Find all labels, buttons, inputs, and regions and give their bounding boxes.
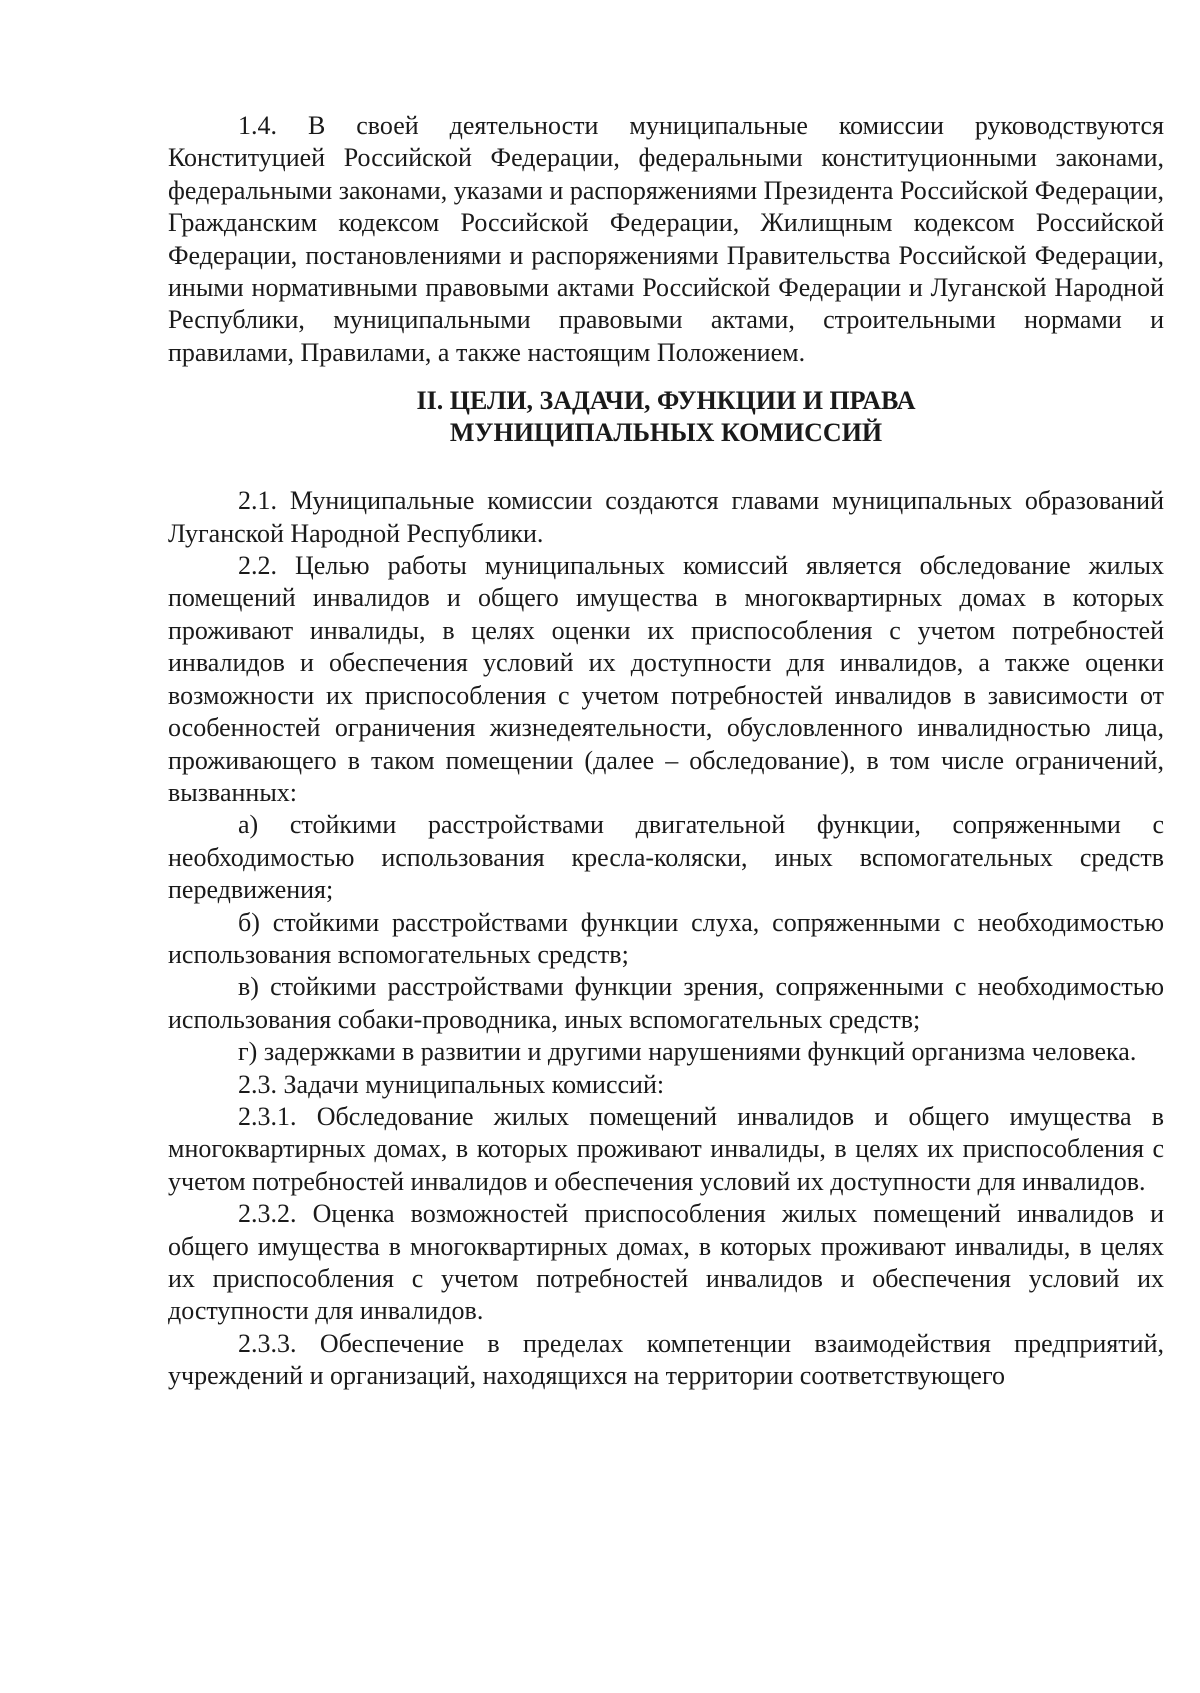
list-item-b: б) стойкими расстройствами функции слуха, сопряженными с необходимостью использования вспомогательных средств; xyxy=(168,907,1164,969)
paragraph-2-3: 2.3. Задачи муниципальных комиссий: xyxy=(238,1069,665,1099)
paragraph-1-4: 1.4. В своей деятельности муниципальные комиссии руководствуются Конституцией Российской Федерации, федеральными конституционными законами, федеральными законами, указами и распоряжениями Президента Российской Федерации, Гражданским кодексом Российской Федерации, Жилищным кодексом Российской Федерации, постановлениями и распоряжениями Правительства Российской Федерации, иными нормативными правовыми актами Российской Федерации и Луганской Народной Республики, муниципальными правовыми актами, строительными нормами и правилами, Правилами, а также настоящим Положением. xyxy=(168,111,1164,367)
section-heading-line-1: II. ЦЕЛИ, ЗАДАЧИ, ФУНКЦИИ И ПРАВА xyxy=(416,386,916,416)
paragraph-2-2: 2.2. Целью работы муниципальных комиссий является обследование жилых помещений инвалидов и общего имущества в многоквартирных домах в которых проживают инвалиды, в целях оценки их приспособления с учетом потребностей инвалидов и обеспечения условий их доступности для инвалидов, а также оценки возможности их приспособления с учетом потребностей инвалидов в зависимости от особенностей ограничения жизнедеятельности, обусловленного инвалидностью лица, проживающего в таком помещении (далее – обследование), в том числе ограничений, вызванных: xyxy=(168,551,1164,807)
paragraph-2-3-2: 2.3.2. Оценка возможностей приспособления жилых помещений инвалидов и общего имущества в многоквартирных домах, в которых проживают инвалиды, в целях их приспособления с учетом потребностей инвалидов и обеспечения условий их доступности для инвалидов. xyxy=(168,1199,1164,1326)
list-item-v: в) стойкими расстройствами функции зрения, сопряженными с необходимостью использования собаки-проводника, иных вспомогательных средств; xyxy=(168,972,1164,1034)
section-heading xyxy=(168,385,1164,449)
paragraph-2-1: 2.1. Муниципальные комиссии создаются главами муниципальных образований Луганской Народной Республики. xyxy=(168,486,1164,548)
document-page xyxy=(168,110,1164,1393)
paragraph-2-3-3: 2.3.3. Обеспечение в пределах компетенции взаимодействия предприятий, учреждений и организаций, находящихся на территории соответствующего xyxy=(168,1328,1164,1391)
paragraph-2-3-1: 2.3.1. Обследование жилых помещений инвалидов и общего имущества в многоквартирных домах, в которых проживают инвалиды, в целях их приспособления с учетом потребностей инвалидов и обеспечения условий их доступности для инвалидов. xyxy=(168,1101,1164,1196)
section-heading-line-2: МУНИЦИПАЛЬНЫХ КОМИССИЙ xyxy=(449,418,883,448)
list-item-g: г) задержками в развитии и другими нарушениями функций организма человека. xyxy=(238,1037,1137,1067)
list-item-a: а) стойкими расстройствами двигательной функции, сопряженными с необходимостью использования кресла-коляски, иных вспомогательных средств передвижения; xyxy=(168,810,1164,905)
